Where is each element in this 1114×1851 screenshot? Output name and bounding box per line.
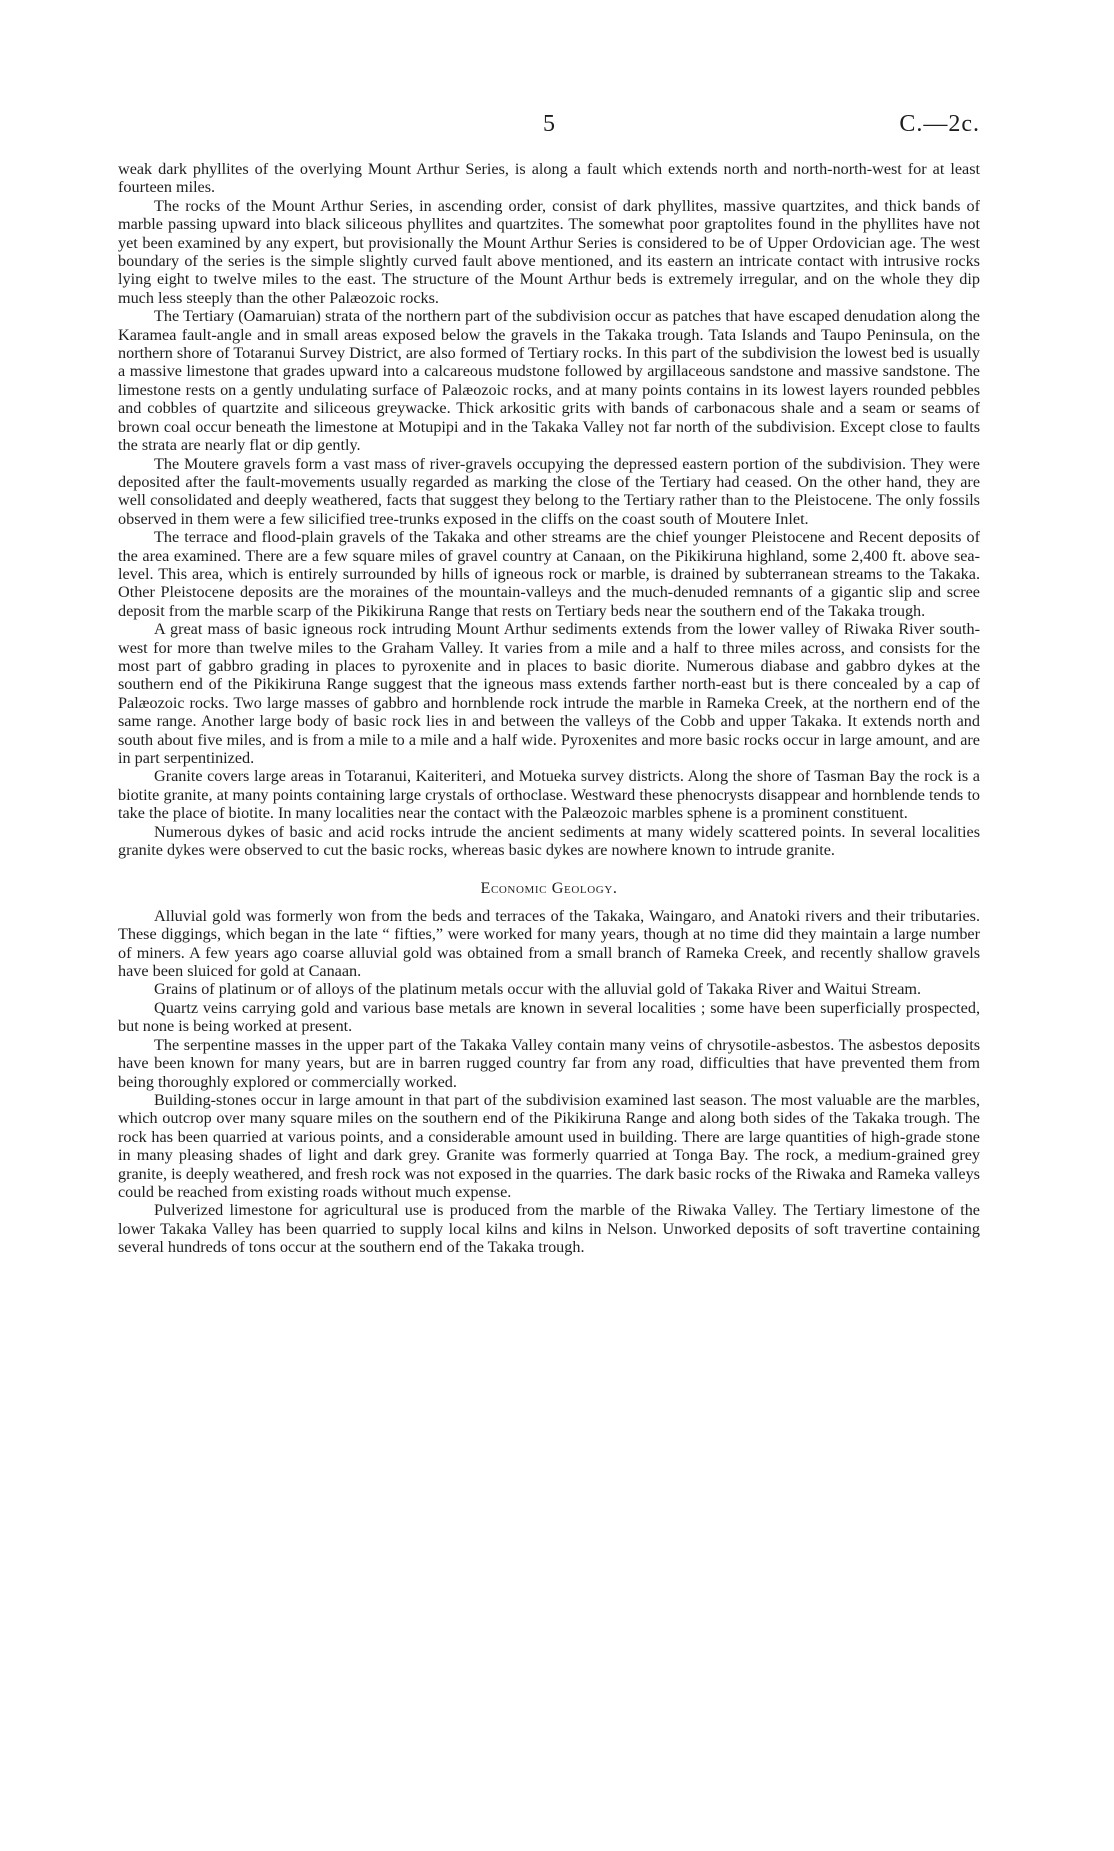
paragraph-mount-arthur-fault: weak dark phyllites of the overlying Mount Arthur Series, is along a fault which extends north and north-north-west for at least fourteen miles. bbox=[118, 160, 980, 197]
document-reference: C.—2c. bbox=[899, 111, 980, 137]
paragraph-alluvial-gold: Alluvial gold was formerly won from the beds and terraces of the Takaka, Waingaro, and Anatoki rivers and their tributaries. These diggings, which began in the late “ fifties,” were worked for many years, though at no time did they maintain a large number of miners. A few years ago coarse alluvial gold was obtained from a small branch of Rameka Creek, and recently shallow gravels have been sluiced for gold at Canaan. bbox=[118, 906, 980, 981]
paragraph-tertiary-strata: The Tertiary (Oamaruian) strata of the northern part of the subdivision occur as patches that have escaped denudation along the Karamea fault-angle and in small areas exposed below the gravels in the Takaka trough. Tata Islands and Taupo Peninsula, on the northern shore of Totaranui Survey District, are also formed of Tertiary rocks. In this part of the subdivision the lowest bed is usually a massive limestone that grades upward into a calcareous mudstone followed by argillaceous sandstone and massive sandstone. The limestone rests on a gently undulating surface of Palæozoic rocks, and at many points contains in its lowest layers rounded pebbles and cobbles of quartzite and siliceous greywacke. Thick arkositic grits with bands of carbonacous shale and a seam or seams of brown coal occur beneath the limestone at Motupipi and in the Takaka Valley not far north of the subdivision. Except close to faults the strata are nearly flat or dip gently. bbox=[118, 307, 980, 455]
page-number: 5 bbox=[543, 111, 555, 137]
paragraph-platinum: Grains of platinum or of alloys of the platinum metals occur with the alluvial gold of Takaka River and Waitui Stream. bbox=[154, 980, 922, 999]
paragraph-limestone: Pulverized limestone for agricultural use is produced from the marble of the Riwaka Valley. The Tertiary limestone of the lower Takaka Valley has been quarried to supply local kilns and kilns in Nelson. Unworked deposits of soft travertine containing several hundreds of tons occur at the southern end of the Takaka trough. bbox=[118, 1201, 980, 1257]
body-text bbox=[118, 160, 980, 1257]
paragraph-mount-arthur-series: The rocks of the Mount Arthur Series, in ascending order, consist of dark phyllites, massive quartzites, and thick bands of marble passing upward into black siliceous phyllites and quartzites. The somewhat poor graptolites found in the phyllites have not yet been examined by any expert, but provisionally the Mount Arthur Series is considered to be of Upper Ordovician age. The west boundary of the series is the simple slightly curved fault above mentioned, and its eastern an intricate contact with intrusive rocks lying eight to twelve miles to the east. The structure of the Mount Arthur beds is extremely irregular, and on the whole they dip much less steeply than the other Palæozoic rocks. bbox=[118, 196, 980, 307]
section-heading-economic-geology: Economic Geology. bbox=[480, 879, 618, 898]
paragraph-basic-igneous-rock: A great mass of basic igneous rock intruding Mount Arthur sediments extends from the lower valley of Riwaka River south-west for more than twelve miles to the Graham Valley. It varies from a mile and a half to three miles across, and consists for the most part of gabbro grading in places to pyroxenite and in places to basic diorite. Numerous diabase and gabbro dykes at the southern end of the Pikikiruna Range suggest that the igneous mass extends farther north-east but is there concealed by a cap of Palæozoic rocks. Two large masses of gabbro and hornblende rock intrude the marble in Rameka Creek, at the northern end of the same range. Another large body of basic rock lies in and between the valleys of the Cobb and upper Takaka. It extends north and south about five miles, and is from a mile to a mile and a half wide. Pyroxenites and more basic rocks occur in large amount, and are in part serpentinized. bbox=[118, 620, 980, 767]
paragraph-quartz-veins: Quartz veins carrying gold and various base metals are known in several localities ; some have been superficially prospected, but none is being worked at present. bbox=[118, 998, 980, 1036]
page-header bbox=[118, 111, 980, 145]
paragraph-moutere-gravels: The Moutere gravels form a vast mass of river-gravels occupying the depressed eastern portion of the subdivision. They were deposited after the fault-movements usually regarded as marking the close of the Tertiary had ceased. On the other hand, they are well consolidated and deeply weathered, facts that suggest they belong to the Tertiary rather than to the Pleistocene. The only fossils observed in them were a few silicified tree-trunks exposed in the cliffs on the coast south of Moutere Inlet. bbox=[118, 454, 980, 528]
paragraph-asbestos: The serpentine masses in the upper part of the Takaka Valley contain many veins of chrysotile-asbestos. The asbestos deposits have been known for many years, but are in barren rugged country far from any road, difficulties that have prevented them from being thoroughly explored or commercially worked. bbox=[118, 1035, 980, 1091]
paragraph-terrace-gravels: The terrace and flood-plain gravels of the Takaka and other streams are the chief younger Pleistocene and Recent deposits of the area examined. There are a few square miles of gravel country at Canaan, on the Pikikiruna highland, some 2,400 ft. above sea-level. This area, which is entirely surrounded by hills of igneous rock or marble, is drained by subterranean streams to the Takaka. Other Pleistocene deposits are the moraines of the mountain-valleys and the much-denuded remnants of a gigantic slip and scree deposit from the marble scarp of the Pikikiruna Range that rests on Tertiary beds near the southern end of the Takaka trough. bbox=[118, 528, 980, 620]
paragraph-building-stones: Building-stones occur in large amount in that part of the subdivision examined last season. The most valuable are the marbles, which outcrop over many square miles on the southern end of the Pikikiruna Range and along both sides of the Takaka trough. The rock has been quarried at various points, and a considerable amount used in building. There are large quantities of high-grade stone in many pleasing shades of light and dark grey. Granite was formerly quarried at Tonga Bay. The rock, a medium-grained grey granite, is deeply weathered, and fresh rock was not exposed in the quarries. The dark basic rocks of the Riwaka and Rameka valleys could be reached from existing roads without much expense. bbox=[118, 1090, 980, 1201]
paragraph-dykes: Numerous dykes of basic and acid rocks intrude the ancient sediments at many widely scattered points. In several localities granite dykes were observed to cut the basic rocks, whereas basic dykes are nowhere known to intrude granite. bbox=[118, 822, 980, 860]
paragraph-granite: Granite covers large areas in Totaranui, Kaiteriteri, and Motueka survey districts. Along the shore of Tasman Bay the rock is a biotite granite, at many points containing large crystals of orthoclase. Westward these phenocrysts disappear and hornblende tends to take the place of biotite. In many localities near the contact with the Palæozoic marbles sphene is a prominent constituent. bbox=[118, 767, 980, 823]
